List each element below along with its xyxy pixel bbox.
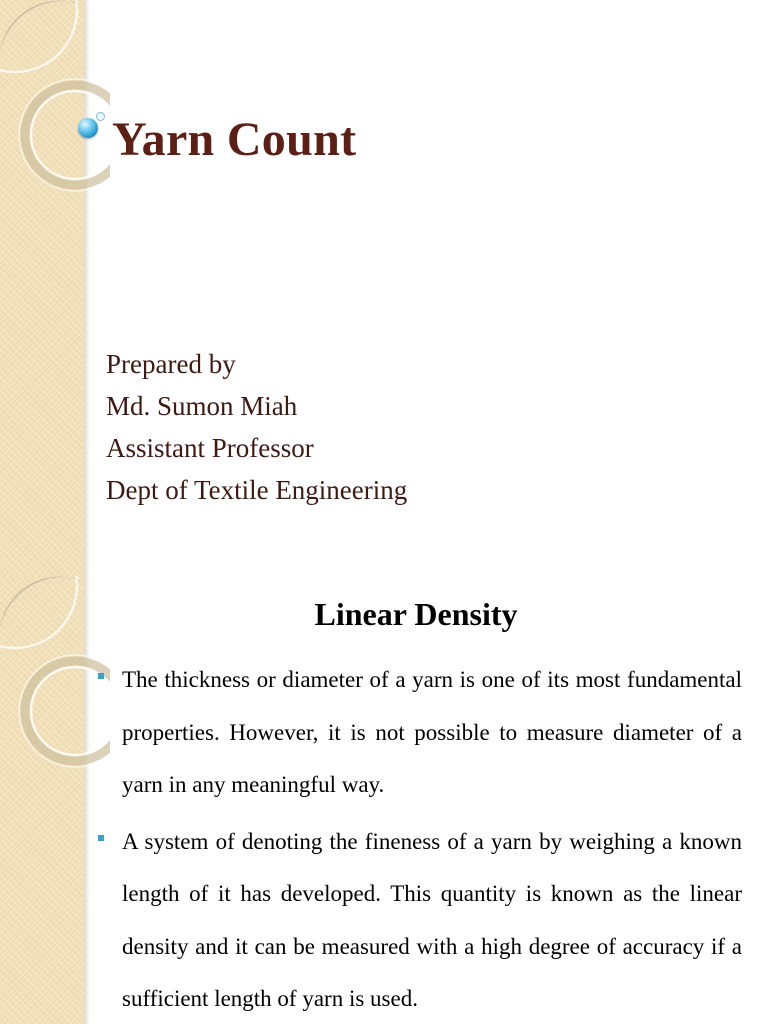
author-department: Dept of Textile Engineering xyxy=(106,475,408,505)
slide-title: Yarn Count xyxy=(112,113,357,166)
list-item xyxy=(98,816,742,1024)
bullet-text: The thickness or diameter of a yarn is one of its most fundamental properties. However, it is not possible to measure diameter of a yarn in any meaningful way. xyxy=(122,667,742,797)
small-bubble-icon xyxy=(96,112,105,121)
square-bullet-icon xyxy=(98,673,104,679)
list-item xyxy=(98,654,742,812)
circle-decoration xyxy=(0,0,110,200)
content-slide xyxy=(0,576,768,1024)
prepared-by-line: Prepared by xyxy=(106,349,236,379)
square-bullet-icon xyxy=(98,835,104,841)
bullet-list xyxy=(98,654,742,1024)
author-block xyxy=(106,343,407,511)
author-position: Assistant Professor xyxy=(106,433,314,463)
bullet-text: A system of denoting the fineness of a yarn by weighing a known length of it has developed. This quantity is known as the linear density and it can be measured with a high degree of accuracy if a sufficient length of yarn is used. xyxy=(122,828,742,1011)
author-name: Md. Sumon Miah xyxy=(106,391,298,421)
bubble-icon xyxy=(78,118,98,138)
slide-heading: Linear Density xyxy=(314,596,518,632)
